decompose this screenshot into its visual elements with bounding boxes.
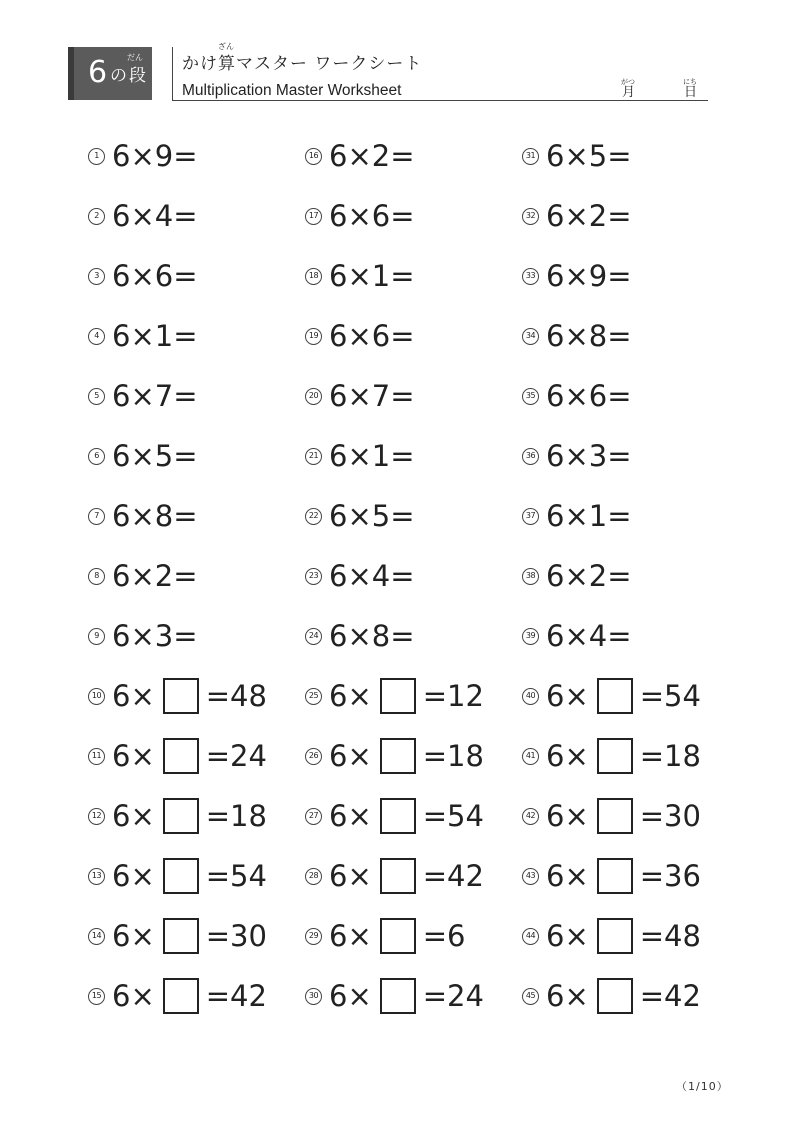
problem-item — [522, 196, 632, 236]
problem-number: 19 — [305, 328, 322, 345]
problem-number: 4 — [88, 328, 105, 345]
problem-item — [88, 256, 198, 296]
problem-expression-left: 6× — [329, 919, 372, 953]
answer-box[interactable] — [380, 978, 416, 1014]
problem-item — [88, 976, 267, 1016]
problem-number: 25 — [305, 688, 322, 705]
problem-number: 7 — [88, 508, 105, 525]
problem-item — [305, 136, 415, 176]
answer-box[interactable] — [380, 678, 416, 714]
answer-box[interactable] — [597, 918, 633, 954]
answer-box[interactable] — [163, 798, 199, 834]
problem-expression: 6×4= — [546, 619, 632, 653]
problem-number: 5 — [88, 388, 105, 405]
problem-number: 35 — [522, 388, 539, 405]
problem-expression-right: =48 — [205, 679, 267, 713]
problem-expression-right: =18 — [422, 739, 484, 773]
problem-expression: 6×1= — [546, 499, 632, 533]
problem-item — [305, 916, 466, 956]
problem-item — [88, 196, 198, 236]
problem-item — [522, 556, 632, 596]
problem-number: 15 — [88, 988, 105, 1005]
answer-box[interactable] — [597, 858, 633, 894]
problem-expression-right: =30 — [639, 799, 701, 833]
badge-dan: 段 — [129, 66, 146, 86]
problem-expression: 6×2= — [112, 559, 198, 593]
problem-expression-left: 6× — [546, 979, 589, 1013]
problem-expression-right: =18 — [639, 739, 701, 773]
problem-expression-right: =24 — [422, 979, 484, 1013]
problem-expression-left: 6× — [329, 739, 372, 773]
problem-expression: 6×9= — [546, 259, 632, 293]
problem-item — [305, 316, 415, 356]
problem-item — [305, 856, 484, 896]
problem-expression-right: =12 — [422, 679, 484, 713]
problem-expression-left: 6× — [112, 679, 155, 713]
problem-item — [88, 736, 267, 776]
problem-item — [522, 916, 701, 956]
worksheet-title-en: Multiplication Master Worksheet — [182, 82, 402, 99]
problem-item — [88, 796, 267, 836]
problem-item — [522, 736, 701, 776]
answer-box[interactable] — [380, 798, 416, 834]
problem-expression: 6×6= — [329, 319, 415, 353]
problem-number: 40 — [522, 688, 539, 705]
problem-expression-right: =18 — [205, 799, 267, 833]
problem-number: 16 — [305, 148, 322, 165]
answer-box[interactable] — [163, 858, 199, 894]
problem-expression-right: =54 — [205, 859, 267, 893]
problem-item — [305, 616, 415, 656]
problem-item — [88, 436, 198, 476]
problem-expression: 6×1= — [329, 439, 415, 473]
problem-number: 37 — [522, 508, 539, 525]
problem-item — [88, 316, 198, 356]
problem-item — [88, 556, 198, 596]
worksheet-title-jp: かけ算マスター ワークシート — [182, 54, 423, 74]
problem-expression-right: =24 — [205, 739, 267, 773]
problem-number: 33 — [522, 268, 539, 285]
problem-number: 20 — [305, 388, 322, 405]
badge-no: の — [110, 66, 127, 86]
answer-box[interactable] — [380, 918, 416, 954]
problem-number: 3 — [88, 268, 105, 285]
problem-number: 42 — [522, 808, 539, 825]
day-label: 日 — [684, 85, 698, 100]
problem-item — [305, 736, 484, 776]
problem-expression: 6×4= — [112, 199, 198, 233]
problem-number: 27 — [305, 808, 322, 825]
problem-expression-left: 6× — [546, 799, 589, 833]
problem-number: 21 — [305, 448, 322, 465]
problem-expression: 6×2= — [546, 199, 632, 233]
problem-number: 8 — [88, 568, 105, 585]
problem-number: 32 — [522, 208, 539, 225]
problem-item — [522, 856, 701, 896]
problem-number: 45 — [522, 988, 539, 1005]
answer-box[interactable] — [163, 738, 199, 774]
problem-item — [305, 976, 484, 1016]
answer-box[interactable] — [380, 738, 416, 774]
answer-box[interactable] — [597, 738, 633, 774]
problem-expression-left: 6× — [112, 799, 155, 833]
problem-number: 30 — [305, 988, 322, 1005]
problem-item — [305, 496, 415, 536]
problem-item — [88, 496, 198, 536]
page-indicator: （1/10） — [676, 1080, 729, 1093]
answer-box[interactable] — [380, 858, 416, 894]
month-ruby: がつ — [621, 78, 635, 86]
problem-expression-left: 6× — [546, 859, 589, 893]
problem-number: 34 — [522, 328, 539, 345]
problem-expression-left: 6× — [329, 679, 372, 713]
problem-item — [305, 436, 415, 476]
problem-expression: 6×8= — [546, 319, 632, 353]
problem-number: 12 — [88, 808, 105, 825]
problem-expression-right: =48 — [639, 919, 701, 953]
problem-item — [522, 676, 701, 716]
problem-expression: 6×8= — [112, 499, 198, 533]
problem-expression: 6×1= — [112, 319, 198, 353]
problem-expression: 6×2= — [546, 559, 632, 593]
problem-item — [305, 196, 415, 236]
problem-number: 9 — [88, 628, 105, 645]
problem-expression-left: 6× — [329, 859, 372, 893]
problem-item — [522, 496, 632, 536]
problem-item — [305, 796, 484, 836]
problem-item — [522, 136, 632, 176]
problem-number: 6 — [88, 448, 105, 465]
problem-expression: 6×6= — [546, 379, 632, 413]
problem-item — [522, 976, 701, 1016]
problem-expression-left: 6× — [546, 919, 589, 953]
problem-expression: 6×6= — [112, 259, 198, 293]
problem-expression: 6×3= — [546, 439, 632, 473]
problem-number: 14 — [88, 928, 105, 945]
problem-expression: 6×7= — [329, 379, 415, 413]
problem-number: 29 — [305, 928, 322, 945]
problem-expression-right: =42 — [422, 859, 484, 893]
problem-expression-right: =30 — [205, 919, 267, 953]
problem-item — [305, 376, 415, 416]
problem-item — [305, 556, 415, 596]
problem-item — [522, 436, 632, 476]
problem-expression-left: 6× — [112, 739, 155, 773]
problem-item — [522, 316, 632, 356]
problem-number: 17 — [305, 208, 322, 225]
badge-ruby: だん — [127, 53, 143, 62]
problem-item — [522, 796, 701, 836]
problem-number: 24 — [305, 628, 322, 645]
badge-number: 6 — [88, 55, 108, 90]
problem-expression-right: =42 — [639, 979, 701, 1013]
problem-item — [88, 856, 267, 896]
problem-expression-right: =6 — [422, 919, 466, 953]
problem-expression-right: =36 — [639, 859, 701, 893]
problem-number: 43 — [522, 868, 539, 885]
problem-expression: 6×8= — [329, 619, 415, 653]
problem-number: 44 — [522, 928, 539, 945]
problem-item — [88, 376, 198, 416]
problem-item — [522, 376, 632, 416]
problem-item — [88, 616, 198, 656]
problem-item — [305, 256, 415, 296]
problem-number: 31 — [522, 148, 539, 165]
problem-item — [88, 676, 267, 716]
problem-expression-right: =42 — [205, 979, 267, 1013]
problem-expression: 6×5= — [546, 139, 632, 173]
problem-expression: 6×6= — [329, 199, 415, 233]
problem-expression-left: 6× — [112, 859, 155, 893]
problem-expression: 6×1= — [329, 259, 415, 293]
problem-number: 10 — [88, 688, 105, 705]
problem-expression-right: =54 — [639, 679, 701, 713]
problem-number: 28 — [305, 868, 322, 885]
problem-number: 26 — [305, 748, 322, 765]
problem-number: 1 — [88, 148, 105, 165]
problem-number: 11 — [88, 748, 105, 765]
problem-number: 23 — [305, 568, 322, 585]
problem-expression: 6×7= — [112, 379, 198, 413]
problem-item — [522, 616, 632, 656]
problem-expression: 6×3= — [112, 619, 198, 653]
problem-number: 38 — [522, 568, 539, 585]
answer-box[interactable] — [163, 918, 199, 954]
month-label: 月 — [622, 85, 636, 100]
problem-expression-left: 6× — [112, 919, 155, 953]
problem-item — [305, 676, 484, 716]
title-ruby: ざん — [218, 42, 234, 51]
problem-expression-left: 6× — [329, 799, 372, 833]
problem-number: 41 — [522, 748, 539, 765]
problem-item — [522, 256, 632, 296]
problem-number: 2 — [88, 208, 105, 225]
problem-expression: 6×9= — [112, 139, 198, 173]
problem-number: 22 — [305, 508, 322, 525]
problem-number: 18 — [305, 268, 322, 285]
problem-expression: 6×4= — [329, 559, 415, 593]
problem-number: 13 — [88, 868, 105, 885]
problem-expression-left: 6× — [329, 979, 372, 1013]
day-ruby: にち — [683, 78, 697, 86]
answer-box[interactable] — [597, 978, 633, 1014]
problem-item — [88, 916, 267, 956]
problem-item — [88, 136, 198, 176]
problem-expression: 6×2= — [329, 139, 415, 173]
problem-expression-right: =54 — [422, 799, 484, 833]
problem-expression-left: 6× — [112, 979, 155, 1013]
answer-box[interactable] — [597, 798, 633, 834]
answer-box[interactable] — [163, 978, 199, 1014]
problem-expression-left: 6× — [546, 739, 589, 773]
problem-expression: 6×5= — [112, 439, 198, 473]
answer-box[interactable] — [597, 678, 633, 714]
problem-number: 39 — [522, 628, 539, 645]
problem-expression: 6×5= — [329, 499, 415, 533]
problem-number: 36 — [522, 448, 539, 465]
answer-box[interactable] — [163, 678, 199, 714]
problem-expression-left: 6× — [546, 679, 589, 713]
